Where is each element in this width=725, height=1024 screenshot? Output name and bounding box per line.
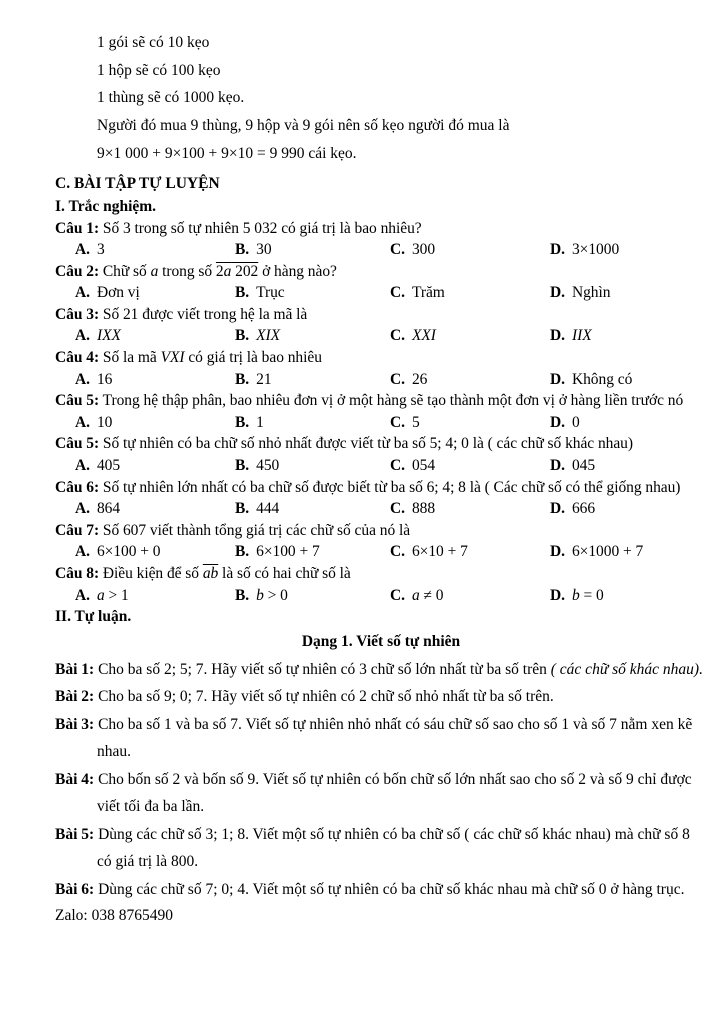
question-line: [55, 218, 707, 240]
options-row: [55, 585, 707, 607]
options-row: [55, 541, 707, 563]
option-value: 405: [96, 457, 121, 475]
question-label: Câu 1:: [55, 219, 100, 237]
option-value: 054: [411, 457, 436, 475]
option-value: 30: [256, 241, 272, 259]
dang-heading: Dạng 1. Viết số tự nhiên: [301, 633, 461, 651]
option-value: XXI: [411, 327, 436, 345]
option-letter: D.: [550, 284, 565, 302]
question-label: Câu 7:: [55, 521, 100, 539]
option-value: 666: [571, 500, 596, 518]
option-cell: [390, 498, 550, 520]
option-value: Trục: [256, 284, 285, 302]
option-cell: [550, 455, 707, 477]
option-cell: [75, 282, 235, 304]
option-cell: [235, 412, 390, 434]
option-letter: B.: [235, 370, 250, 388]
option-value: Trăm: [411, 284, 445, 302]
option-value: 864: [96, 500, 121, 518]
option-cell: [390, 282, 550, 304]
option-cell: [550, 412, 707, 434]
question-text: Số tự nhiên lớn nhất có ba chữ số được biết từ ba số 6; 4; 8 là ( Các chữ số có thể giống nhau): [102, 478, 681, 496]
question-label: Câu 8:: [55, 565, 100, 583]
question-block: [55, 520, 707, 563]
question-label: Câu 5:: [55, 392, 100, 410]
option-letter: B.: [235, 327, 250, 345]
exercise-line: [55, 766, 707, 821]
option-value: 888: [411, 500, 436, 518]
option-letter: D.: [550, 586, 565, 604]
intro-block: [97, 29, 707, 168]
question-block: [55, 218, 707, 261]
question-text: Số 3 trong số tự nhiên 5 032 có giá trị là bao nhiêu?: [102, 219, 422, 237]
question-line: [55, 261, 707, 283]
option-value: 6×100 + 7: [256, 543, 320, 561]
exercise-line: [55, 876, 707, 904]
option-letter: D.: [550, 370, 565, 388]
exercise-line: [55, 683, 707, 711]
question-block: [55, 304, 707, 347]
option-cell: [390, 585, 550, 607]
section-headings: [55, 172, 707, 218]
exercise-text: Cho ba số 1 và ba số 7. Viết số tự nhiên nhỏ nhất có sáu chữ số sao cho số 1 và số 7 nằm xen kẽ nhau.: [97, 715, 693, 761]
exercise-label: Bài 4:: [55, 770, 95, 788]
option-letter: D.: [550, 500, 565, 518]
option-letter: C.: [390, 413, 405, 431]
question-line: [55, 433, 707, 455]
section-c-title: C. BÀI TẬP TỰ LUYỆN: [55, 174, 220, 192]
option-value: a > 1: [96, 586, 129, 604]
option-cell: [235, 498, 390, 520]
question-text: Điều kiện để số $\overline{ab}$ là số có hai chữ số là: [102, 565, 351, 583]
option-letter: A.: [75, 327, 90, 345]
question-text: Số la mã VXI có giá trị là bao nhiêu: [102, 349, 322, 367]
options-row: [55, 498, 707, 520]
exercise-list: [55, 656, 707, 904]
question-block: [55, 477, 707, 520]
question-line: [55, 390, 707, 412]
option-letter: D.: [550, 413, 565, 431]
option-value: Nghìn: [571, 284, 611, 302]
option-cell: [390, 239, 550, 261]
option-cell: [550, 541, 707, 563]
option-value: Đơn vị: [96, 284, 140, 302]
option-letter: A.: [75, 543, 90, 561]
option-letter: A.: [75, 586, 90, 604]
option-cell: [235, 282, 390, 304]
question-line: [55, 477, 707, 499]
question-text: Chữ số a trong số $2\overline{a}$ 202 ở hàng nào?: [102, 262, 337, 280]
option-cell: [390, 369, 550, 391]
question-line: [55, 520, 707, 542]
option-letter: D.: [550, 241, 565, 259]
exercise-label: Bài 5:: [55, 825, 95, 843]
option-cell: [550, 282, 707, 304]
option-value: Không có: [571, 370, 633, 388]
option-value: IIX: [571, 327, 592, 345]
intro-line: 1 hộp sẽ có 100 kẹo: [97, 61, 221, 79]
option-letter: B.: [235, 500, 250, 518]
option-cell: [75, 325, 235, 347]
exercise-label: Bài 1:: [55, 660, 95, 678]
option-value: 5: [411, 413, 420, 431]
option-value: 10: [96, 413, 113, 431]
option-letter: B.: [235, 284, 250, 302]
option-cell: [550, 498, 707, 520]
options-row: [55, 325, 707, 347]
option-cell: [390, 412, 550, 434]
option-value: b = 0: [571, 586, 604, 604]
option-letter: A.: [75, 500, 90, 518]
option-letter: A.: [75, 241, 90, 259]
option-cell: [235, 455, 390, 477]
option-letter: B.: [235, 413, 250, 431]
options-row: [55, 369, 707, 391]
option-value: 444: [256, 500, 280, 518]
essay-section: [55, 628, 707, 903]
question-label: Câu 4:: [55, 349, 100, 367]
question-text: Số 21 được viết trong hệ la mã là: [102, 305, 308, 323]
options-row: [55, 455, 707, 477]
exercise-line: [55, 711, 707, 766]
intro-line: 1 gói sẽ có 10 kẹo: [97, 34, 210, 51]
question-block: [55, 261, 707, 304]
exercise-line: [55, 821, 707, 876]
exercise-label: Bài 2:: [55, 688, 95, 706]
option-cell: [235, 541, 390, 563]
option-cell: [235, 585, 390, 607]
question-text: Số tự nhiên có ba chữ số nhỏ nhất được viết từ ba số 5; 4; 0 là ( các chữ số khác nhau): [102, 435, 633, 453]
option-cell: [235, 239, 390, 261]
exercise-text: Dùng các chữ số 3; 1; 8. Viết một số tự nhiên có ba chữ số ( các chữ số khác nhau) mà chữ số 8 có giá trị là 800.: [97, 825, 690, 871]
intro-line: 9×1 000 + 9×100 + 9×10 = 9 990 cái kẹo.: [97, 144, 357, 162]
option-value: IXX: [96, 327, 121, 345]
question-block: [55, 563, 707, 606]
option-letter: C.: [390, 370, 405, 388]
question-line: [55, 563, 707, 585]
option-cell: [75, 412, 235, 434]
option-letter: C.: [390, 543, 405, 561]
option-value: 16: [96, 370, 113, 388]
intro-line: Người đó mua 9 thùng, 9 hộp và 9 gói nên số kẹo người đó mua là: [97, 117, 510, 135]
question-label: Câu 5:: [55, 435, 100, 453]
option-cell: [75, 239, 235, 261]
question-block: [55, 347, 707, 390]
option-cell: [75, 455, 235, 477]
question-block: [55, 433, 707, 476]
option-value: 0: [571, 413, 580, 431]
option-value: 045: [571, 457, 596, 475]
option-letter: C.: [390, 284, 405, 302]
option-letter: A.: [75, 457, 90, 475]
option-value: 26: [411, 370, 428, 388]
option-cell: [75, 498, 235, 520]
question-line: [55, 347, 707, 369]
option-letter: A.: [75, 413, 90, 431]
intro-line: 1 thùng sẽ có 1000 kẹo.: [97, 89, 245, 107]
option-letter: D.: [550, 543, 565, 561]
footer-zalo: Zalo: 038 8765490: [55, 907, 173, 925]
question-line: [55, 304, 707, 326]
option-cell: [390, 541, 550, 563]
option-letter: C.: [390, 500, 405, 518]
option-letter: D.: [550, 327, 565, 345]
question-label: Câu 2:: [55, 262, 100, 280]
option-value: 6×1000 + 7: [571, 543, 644, 561]
option-value: XIX: [256, 327, 281, 345]
option-letter: C.: [390, 586, 405, 604]
option-cell: [550, 369, 707, 391]
options-row: [55, 282, 707, 304]
options-row: [55, 412, 707, 434]
option-cell: [235, 325, 390, 347]
option-cell: [75, 585, 235, 607]
option-value: a ≠ 0: [411, 586, 444, 604]
option-cell: [235, 369, 390, 391]
question-label: Câu 3:: [55, 305, 100, 323]
exercise-label: Bài 6:: [55, 880, 95, 898]
question-text: Trong hệ thập phân, bao nhiêu đơn vị ở một hàng sẽ tạo thành một đơn vị ở hàng liền trước nó: [102, 392, 684, 410]
option-value: b > 0: [256, 586, 288, 604]
option-letter: C.: [390, 327, 405, 345]
options-row: [55, 239, 707, 261]
option-cell: [550, 325, 707, 347]
option-value: 1: [256, 413, 264, 431]
option-letter: B.: [235, 457, 250, 475]
section-i-title: I. Trắc nghiệm.: [55, 197, 157, 215]
option-cell: [75, 369, 235, 391]
question-block: [55, 390, 707, 433]
option-letter: A.: [75, 370, 90, 388]
option-value: 3×1000: [571, 241, 620, 259]
option-cell: [390, 325, 550, 347]
option-letter: C.: [390, 241, 405, 259]
question-text: Số 607 viết thành tổng giá trị các chữ số của nó là: [102, 521, 411, 539]
option-letter: B.: [235, 241, 250, 259]
option-letter: A.: [75, 284, 90, 302]
option-cell: [390, 455, 550, 477]
option-letter: B.: [235, 586, 250, 604]
question-label: Câu 6:: [55, 478, 100, 496]
option-value: 6×10 + 7: [411, 543, 468, 561]
option-value: 300: [411, 241, 436, 259]
option-letter: B.: [235, 543, 250, 561]
exercise-label: Bài 3:: [55, 715, 95, 733]
exercise-text: Cho ba số 9; 0; 7. Hãy viết số tự nhiên có 2 chữ số nhỏ nhất từ ba số trên.: [98, 688, 554, 706]
exercise-text: Dùng các chữ số 7; 0; 4. Viết một số tự nhiên có ba chữ số khác nhau mà chữ số 0 ở hàng trục.: [98, 880, 685, 898]
option-cell: [75, 541, 235, 563]
option-cell: [550, 239, 707, 261]
option-cell: [550, 585, 707, 607]
exercise-text: Cho ba số 2; 5; 7. Hãy viết số tự nhiên có 3 chữ số lớn nhất từ ba số trên ( các chữ số khác nhau).: [98, 660, 703, 678]
option-value: 6×100 + 0: [96, 543, 161, 561]
option-value: 3: [96, 241, 105, 259]
multiple-choice-section: [55, 218, 707, 607]
option-letter: C.: [390, 457, 405, 475]
section-ii-title: II. Tự luận.: [55, 608, 132, 626]
option-value: 21: [256, 370, 272, 388]
option-letter: D.: [550, 457, 565, 475]
exercise-text: Cho bốn số 2 và bốn số 9. Viết số tự nhiên có bốn chữ số lớn nhất sao cho số 2 và số 9 chỉ được viết tối đa ba lần.: [97, 770, 692, 816]
option-value: 450: [256, 457, 280, 475]
exercise-line: [55, 656, 707, 684]
